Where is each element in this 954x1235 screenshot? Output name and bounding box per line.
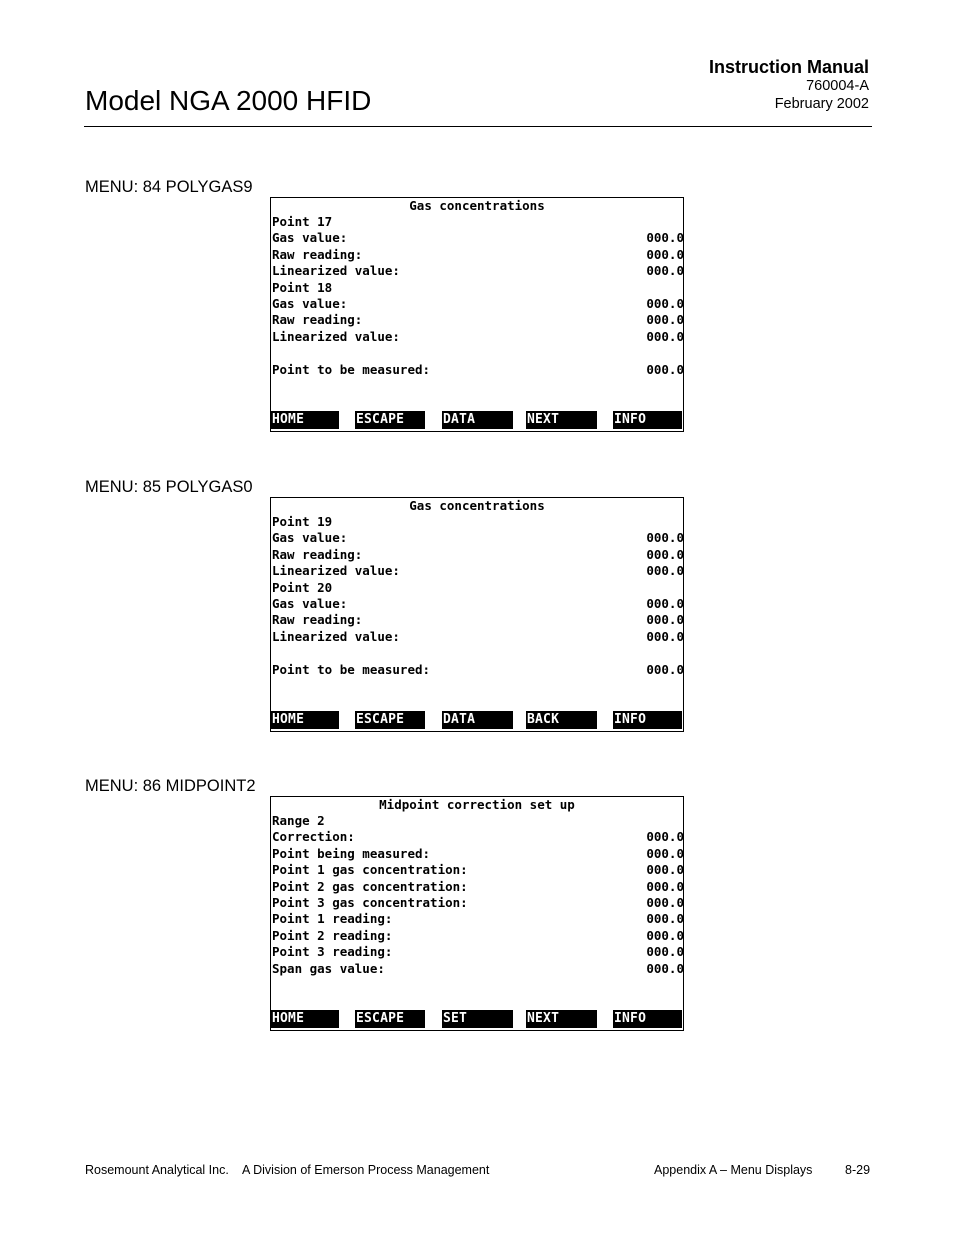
footer-section: Appendix A – Menu Displays [654, 1163, 813, 1177]
screen-title: Gas concentrations [409, 498, 545, 513]
header-divider [84, 126, 872, 127]
row-label: Linearized value: [272, 328, 400, 344]
row-value: 000.0 [646, 563, 684, 579]
screen-row [272, 911, 683, 927]
row-value: 000.0 [646, 596, 684, 611]
screen-row [272, 329, 683, 345]
screen-row [272, 263, 683, 279]
row-label: Raw reading: [272, 612, 363, 628]
softkey-data[interactable]: DATA [442, 411, 513, 429]
screen-row [272, 612, 683, 628]
row-value: 000.0 [646, 546, 684, 562]
screen-row [272, 530, 683, 546]
row-label: Gas value: [272, 230, 348, 246]
row-value: 000.0 [646, 960, 684, 976]
row-label: Correction: [272, 829, 355, 845]
softkey-home[interactable]: HOME [271, 711, 339, 729]
screen-title: Gas concentrations [409, 198, 545, 213]
row-value: 000.0 [646, 911, 684, 927]
row-label: Point 2 reading: [272, 927, 393, 943]
screen-row [272, 596, 683, 612]
footer-division: A Division of Emerson Process Management [242, 1163, 490, 1177]
screen-row [272, 547, 683, 563]
screen-row [272, 362, 683, 378]
softkey-escape[interactable]: ESCAPE [355, 411, 425, 429]
row-label: Point 17 [272, 214, 333, 229]
row-label: Raw reading: [272, 246, 363, 262]
doc-number: 760004-A [806, 78, 869, 94]
row-label: Point to be measured: [272, 361, 431, 377]
row-label: Range 2 [272, 813, 325, 828]
screen-row [272, 296, 683, 312]
header-info [709, 57, 869, 113]
footer-page-number: 8-29 [845, 1163, 871, 1177]
row-value: 000.0 [646, 230, 684, 246]
row-label: Gas value: [272, 530, 348, 546]
row-label: Gas value: [272, 296, 348, 311]
menu-screen-86 [270, 796, 684, 1031]
row-label: Point to be measured: [272, 661, 431, 677]
screen-row [272, 879, 683, 895]
menu-screen-84 [270, 197, 684, 432]
screen-row [272, 928, 683, 944]
screen-row [272, 829, 683, 845]
softkey-next[interactable]: NEXT [526, 411, 597, 429]
row-value: 000.0 [646, 944, 684, 960]
row-label: Raw reading: [272, 312, 363, 328]
function-key-bar [271, 411, 683, 429]
doc-date: February 2002 [774, 96, 869, 112]
softkey-escape[interactable]: ESCAPE [355, 1010, 425, 1028]
row-label: Linearized value: [272, 563, 400, 579]
row-label: Gas value: [272, 596, 348, 611]
row-label: Point 20 [272, 579, 333, 595]
menu-screen-85 [270, 497, 684, 732]
footer-company: Rosemount Analytical Inc. [85, 1163, 229, 1177]
menu-label-84: MENU: 84 POLYGAS9 [85, 178, 253, 196]
softkey-info[interactable]: INFO [613, 411, 682, 429]
row-label: Point 2 gas concentration: [272, 878, 468, 894]
row-value: 000.0 [646, 661, 684, 677]
row-value: 000.0 [646, 263, 684, 279]
softkey-info[interactable]: INFO [613, 711, 682, 729]
row-value: 000.0 [646, 530, 684, 546]
softkey-home[interactable]: HOME [271, 411, 339, 429]
row-value: 000.0 [646, 862, 684, 878]
row-value: 000.0 [646, 628, 684, 644]
row-value: 000.0 [646, 361, 684, 377]
screen-row [272, 230, 683, 246]
row-value: 000.0 [646, 927, 684, 943]
softkey-home[interactable]: HOME [271, 1010, 339, 1028]
row-label: Point 1 gas concentration: [272, 862, 468, 878]
row-label: Point 3 reading: [272, 944, 393, 960]
row-label: Point 1 reading: [272, 911, 393, 927]
screen-title: Midpoint correction set up [379, 797, 575, 812]
screen-row [272, 944, 683, 960]
row-label: Point being measured: [272, 845, 431, 861]
function-key-bar [271, 1010, 683, 1028]
row-value: 000.0 [646, 328, 684, 344]
screen-row [272, 629, 683, 645]
screen-row [272, 280, 683, 296]
softkey-next[interactable]: NEXT [526, 1010, 597, 1028]
row-value: 000.0 [646, 845, 684, 861]
softkey-info[interactable]: INFO [613, 1010, 682, 1028]
row-label: Linearized value: [272, 628, 400, 644]
row-label: Raw reading: [272, 546, 363, 562]
row-value: 000.0 [646, 878, 684, 894]
manual-label: Instruction Manual [708, 57, 869, 77]
menu-label-85: MENU: 85 POLYGAS0 [85, 478, 253, 496]
row-value: 000.0 [646, 612, 684, 628]
screen-row [272, 895, 683, 911]
row-label: Point 19 [272, 514, 333, 529]
row-label: Linearized value: [272, 263, 400, 279]
softkey-escape[interactable]: ESCAPE [355, 711, 425, 729]
function-key-bar [271, 711, 683, 729]
screen-row [272, 563, 683, 579]
softkey-data[interactable]: DATA [442, 711, 513, 729]
screen-row [272, 846, 683, 862]
row-value: 000.0 [646, 246, 684, 262]
softkey-set[interactable]: SET [442, 1010, 513, 1028]
row-label: Span gas value: [272, 960, 385, 976]
screen-row [272, 312, 683, 328]
row-label: Point 18 [272, 279, 333, 295]
row-value: 000.0 [646, 895, 684, 910]
softkey-back[interactable]: BACK [526, 711, 597, 729]
row-value: 000.0 [646, 296, 684, 311]
row-label: Point 3 gas concentration: [272, 895, 468, 910]
screen-row [272, 580, 683, 596]
page-title: Model NGA 2000 HFID [85, 85, 372, 116]
screen-row [272, 645, 683, 661]
screen-row [272, 813, 683, 829]
screen-row [272, 961, 683, 977]
screen-row [272, 662, 683, 678]
row-value: 000.0 [646, 312, 684, 328]
row-value: 000.0 [646, 829, 684, 845]
screen-row [272, 862, 683, 878]
screen-row [272, 247, 683, 263]
menu-label-86: MENU: 86 MIDPOINT2 [85, 777, 256, 795]
screen-row [272, 214, 683, 230]
screen-row [272, 345, 683, 361]
screen-row [272, 514, 683, 530]
